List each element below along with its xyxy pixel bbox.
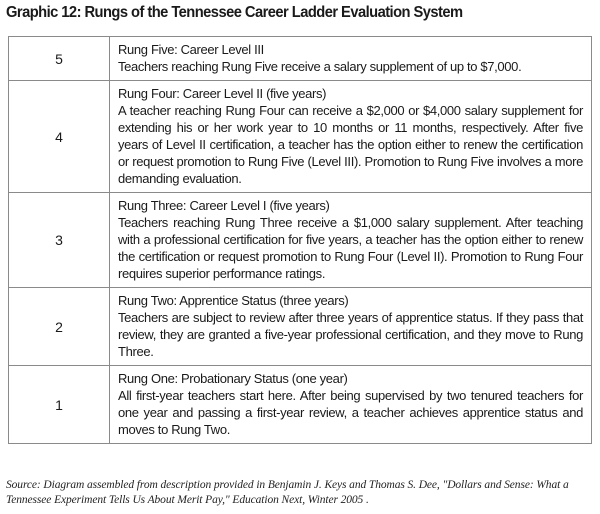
rung-text: Teachers are subject to review after three years of apprentice status. If they pass that review, they are granted a five-year professional certification, and they move to Rung Three.: [118, 310, 583, 359]
rung-heading: Rung Four: Career Level II (five years): [118, 86, 327, 101]
rung-heading: Rung Two: Apprentice Status (three years): [118, 293, 349, 308]
table-row: [9, 366, 592, 444]
rung-text: Teachers reaching Rung Three receive a $1,000 salary supplement. After teaching with a professional certification for five years, a teacher has the option either to renew the certification or request promotion to Rung Four (Level II). Promotion to Rung Four requires superior performance ratings.: [118, 215, 583, 281]
rung-heading: Rung Five: Career Level III: [118, 42, 264, 57]
rung-number: 4: [9, 81, 110, 193]
table-row: [9, 193, 592, 288]
rung-heading: Rung One: Probationary Status (one year): [118, 371, 348, 386]
source-note: Source: Diagram assembled from description provided in Benjamin J. Keys and Thomas S. Dee, "Dollars and Sense: What a Tennessee Experiment Tells Us About Merit Pay," Education Next, Winter 2005 .: [6, 479, 569, 506]
table-row: [9, 81, 592, 193]
rung-description: [110, 366, 592, 444]
table-row: [9, 288, 592, 366]
rung-text: All first-year teachers start here. After being supervised by two tenured teachers for one year and passing a first-year review, a teacher achieves apprentice status and moves to Rung Two.: [118, 388, 583, 437]
graphic-title: Graphic 12: Rungs of the Tennessee Career Ladder Evaluation System: [6, 4, 463, 21]
rung-text: A teacher reaching Rung Four can receive a $2,000 or $4,000 salary supplement for extending his or her work year to 10 months or 11 months, respectively. After five years of Level II certification, a teacher has the option either to renew the certification or request promotion to Rung Five (Level III). Promotion to Rung Five involves a more demanding evaluation.: [118, 103, 583, 186]
career-ladder-table: [8, 36, 592, 444]
rung-number: 5: [9, 37, 110, 81]
table-row: [9, 37, 592, 81]
rung-description: [110, 37, 592, 81]
rung-description: [110, 288, 592, 366]
rung-description: [110, 81, 592, 193]
rung-number: 2: [9, 288, 110, 366]
rung-number: 1: [9, 366, 110, 444]
rung-number: 3: [9, 193, 110, 288]
rung-text: Teachers reaching Rung Five receive a salary supplement of up to $7,000.: [118, 59, 522, 74]
rung-description: [110, 193, 592, 288]
rung-heading: Rung Three: Career Level I (five years): [118, 198, 330, 213]
